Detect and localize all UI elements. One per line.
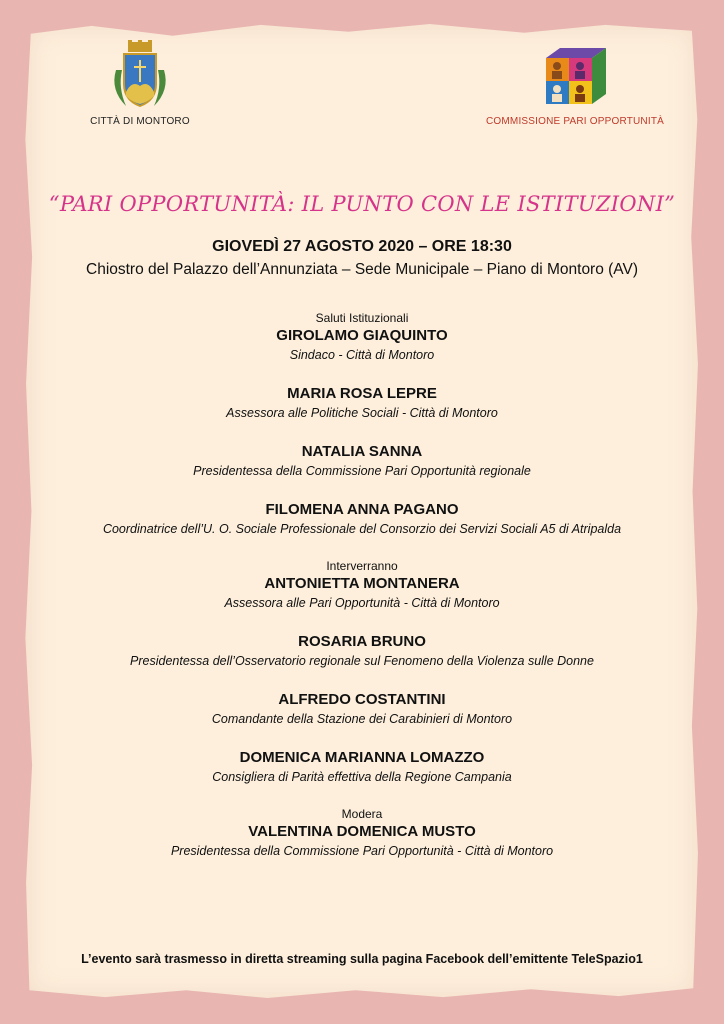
speaker-role: Presidentessa dell’Osservatorio regionale sul Fenomeno della Violenza sulle Donne — [130, 654, 594, 668]
program — [0, 310, 724, 880]
speaker-block — [0, 384, 724, 422]
speaker-name: ROSARIA BRUNO — [298, 633, 426, 650]
speaker-role: Assessora alle Politiche Sociali - Città di Montoro — [226, 406, 498, 420]
left-logo-caption: CITTÀ DI MONTORO — [90, 116, 190, 127]
speaker-name: ANTONIETTA MONTANERA — [264, 575, 460, 592]
speaker-block — [0, 748, 724, 786]
montoro-logo — [80, 40, 200, 127]
speaker-block — [0, 632, 724, 670]
greetings-label: Saluti Istituzionali — [315, 311, 409, 325]
moderator-name: VALENTINA DOMENICA MUSTO — [248, 823, 476, 840]
speaker-name: FILOMENA ANNA PAGANO — [265, 501, 459, 518]
speaker-block — [0, 326, 724, 364]
speaker-block — [0, 442, 724, 480]
event-date-time: GIOVEDÌ 27 AGOSTO 2020 – ORE 18:30 — [212, 238, 512, 255]
speaker-block — [0, 574, 724, 612]
speaker-name: GIROLAMO GIAQUINTO — [276, 327, 448, 344]
speaker-block — [0, 500, 724, 538]
speaker-role: Coordinatrice dell’U. O. Sociale Professionale del Consorzio dei Servizi Sociali A5 di Atripalda — [102, 522, 622, 536]
speaker-name: DOMENICA MARIANNA LOMAZZO — [239, 749, 485, 766]
speaker-name: NATALIA SANNA — [301, 443, 423, 460]
speaker-role: Comandante della Stazione dei Carabinieri di Montoro — [211, 712, 513, 726]
speaker-block — [0, 690, 724, 728]
speaker-role: Assessora alle Pari Opportunità - Città di Montoro — [224, 596, 500, 610]
speakers-label: Interverranno — [326, 559, 398, 573]
event-title: “PARI OPPORTUNITÀ: IL PUNTO CON LE ISTITUZIONI” — [48, 192, 676, 216]
moderator-role: Presidentessa della Commissione Pari Opportunità - Città di Montoro — [170, 844, 554, 858]
event-venue: Chiostro del Palazzo dell’Annunziata – Sede Municipale – Piano di Montoro (AV) — [86, 261, 638, 278]
speaker-role: Sindaco - Città di Montoro — [289, 348, 435, 362]
cpo-logo — [480, 44, 670, 127]
speaker-name: ALFREDO COSTANTINI — [278, 691, 446, 708]
moderator-label: Modera — [341, 807, 383, 821]
speaker-name: MARIA ROSA LEPRE — [287, 385, 437, 402]
speaker-role: Consigliera di Parità effettiva della Regione Campania — [212, 770, 512, 784]
cpo-cube-icon — [540, 44, 610, 110]
streaming-note: L’evento sarà trasmesso in diretta streaming sulla pagina Facebook dell’emittente TeleSpazio1 — [81, 952, 643, 966]
right-logo-caption: COMMISSIONE PARI OPPORTUNITÀ — [485, 116, 665, 127]
moderator-block — [0, 822, 724, 860]
montoro-coat-of-arms-icon — [108, 40, 172, 114]
speaker-role: Presidentessa della Commissione Pari Opportunità regionale — [193, 464, 531, 478]
